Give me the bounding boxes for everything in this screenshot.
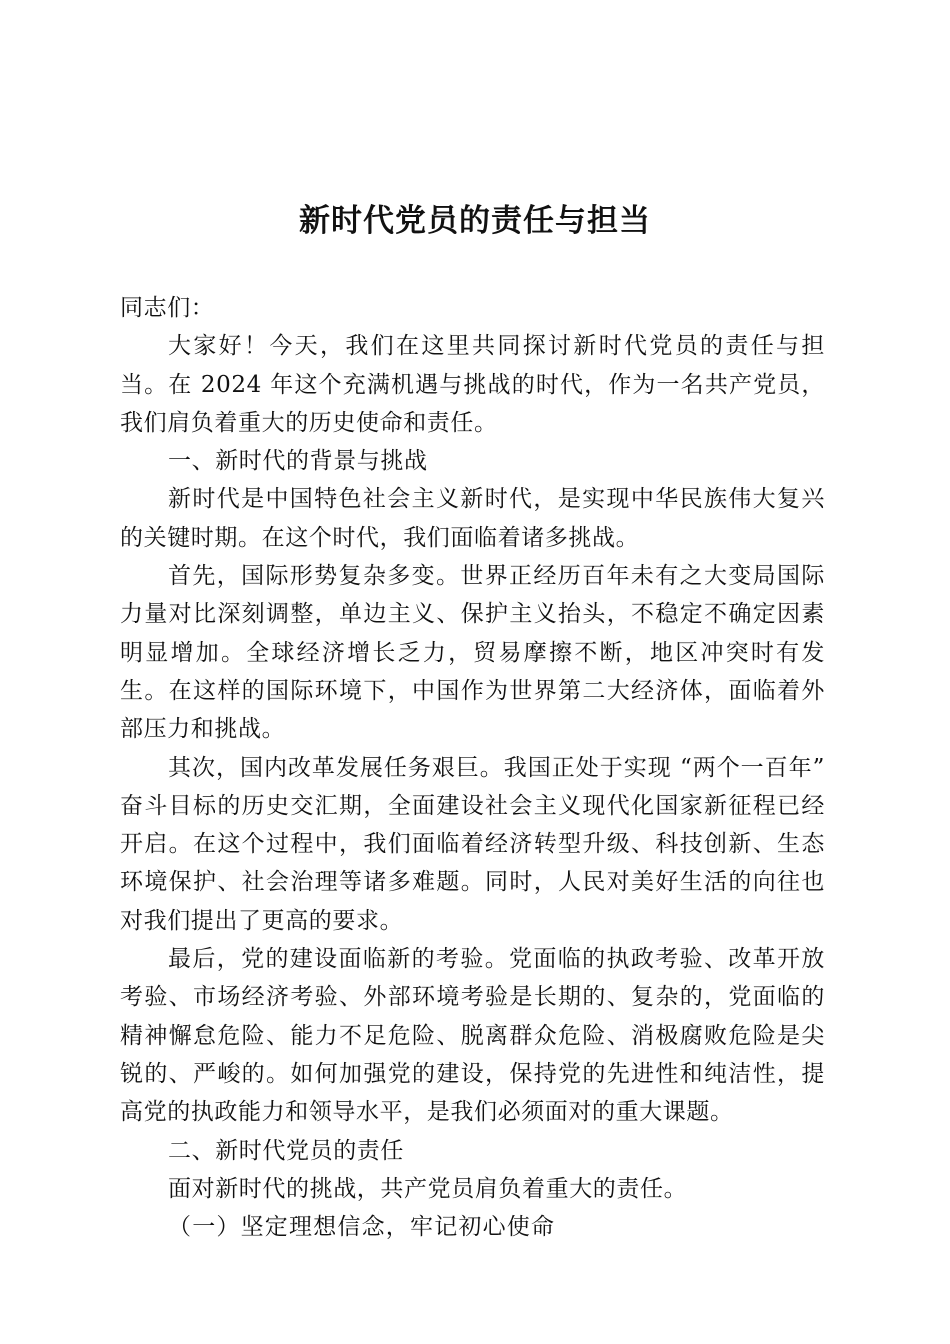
body-paragraph: 面对新时代的挑战，共产党员肩负着重大的责任。 bbox=[168, 1175, 688, 1202]
subsection-heading-1: （一）坚定理想信念，牢记初心使命 bbox=[168, 1214, 556, 1241]
body-paragraph: 新时代是中国特色社会主义新时代，是实现中华民族伟大复兴的关键时期。在这个时代，我们面临着诸多挑战。 bbox=[120, 486, 825, 551]
intro-paragraph: 大家好！今天，我们在这里共同探讨新时代党员的责任与担当。在 2024 年这个充满机遇与挑战的时代，作为一名共产党员，我们肩负着重大的历史使命和责任。 bbox=[120, 333, 825, 436]
document-body bbox=[120, 289, 825, 1246]
section-heading-1: 一、新时代的背景与挑战 bbox=[168, 448, 428, 475]
salutation: 同志们： bbox=[120, 295, 215, 321]
section-heading-2: 二、新时代党员的责任 bbox=[168, 1137, 404, 1164]
body-paragraph: 其次，国内改革发展任务艰巨。我国正处于实现 “两个一百年” 奋斗目标的历史交汇期，全面建设社会主义现代化国家新征程已经开启。在这个过程中，我们面临着经济转型升级、科技创新、生态环境保护、社会治理等诸多难题。同时，人民对美好生活的向往也对我们提出了更高的要求。 bbox=[120, 754, 825, 934]
body-paragraph: 最后，党的建设面临新的考验。党面临的执政考验、改革开放考验、市场经济考验、外部环境考验是长期的、复杂的，党面临的精神懈怠危险、能力不足危险、脱离群众危险、消极腐败危险是尖锐的、严峻的。如何加强党的建设，保持党的先进性和纯洁性，提高党的执政能力和领导水平，是我们必须面对的重大课题。 bbox=[120, 946, 825, 1126]
body-paragraph: 首先，国际形势复杂多变。世界正经历百年未有之大变局国际力量对比深刻调整，单边主义、保护主义抬头，不稳定不确定因素明显增加。全球经济增长乏力，贸易摩擦不断，地区冲突时有发生。在这样的国际环境下，中国作为世界第二大经济体，面临着外部压力和挑战。 bbox=[120, 563, 825, 743]
document-title: 新时代党员的责任与担当 bbox=[299, 203, 651, 239]
